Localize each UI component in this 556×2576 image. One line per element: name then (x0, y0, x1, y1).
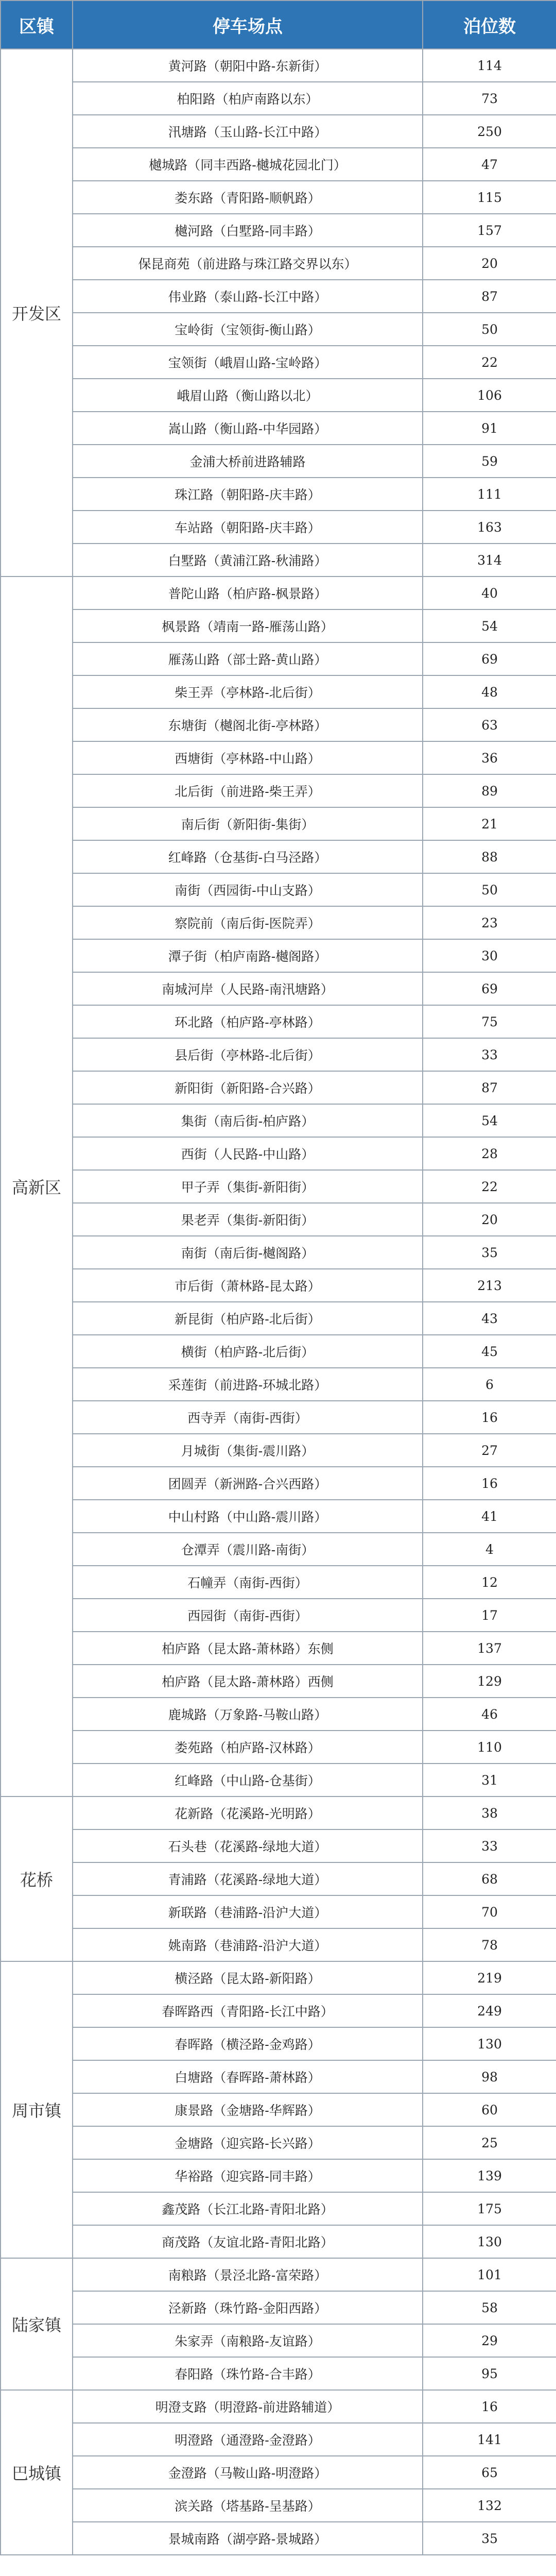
table-row (1, 675, 556, 708)
table-row (1, 1434, 556, 1467)
count-cell: 101 (423, 2258, 556, 2291)
location-cell: 朱家弄（南粮路-友谊路） (73, 2324, 423, 2357)
location-cell: 白墅路（黄浦江路-秋浦路） (73, 544, 423, 577)
header-count: 泊位数 (423, 1, 556, 49)
count-cell: 23 (423, 906, 556, 939)
count-cell: 54 (423, 1104, 556, 1137)
count-cell: 89 (423, 774, 556, 807)
table-row (1, 1335, 556, 1368)
location-cell: 鑫茂路（长江北路-青阳北路） (73, 2192, 423, 2225)
table-row (1, 2390, 556, 2423)
location-cell: 察院前（南后街-医院弄） (73, 906, 423, 939)
location-cell: 柏阳路（柏庐南路以东） (73, 82, 423, 115)
table-row (1, 2489, 556, 2522)
location-cell: 雁荡山路（部士路-黄山路） (73, 642, 423, 675)
table-row (1, 774, 556, 807)
location-cell: 娄苑路（柏庐路-汉林路） (73, 1731, 423, 1764)
count-cell: 129 (423, 1665, 556, 1698)
location-cell: 新阳街（新阳路-合兴路） (73, 1071, 423, 1104)
table-row (1, 544, 556, 577)
table-row (1, 1994, 556, 2027)
location-cell: 伟业路（泰山路-长江中路） (73, 280, 423, 313)
table-row (1, 972, 556, 1005)
count-cell: 106 (423, 379, 556, 412)
table-row (1, 2126, 556, 2159)
count-cell: 31 (423, 1764, 556, 1797)
table-row (1, 1961, 556, 1994)
count-cell: 213 (423, 1269, 556, 1302)
location-cell: 金浦大桥前进路辅路 (73, 445, 423, 478)
count-cell: 111 (423, 478, 556, 511)
table-row (1, 1665, 556, 1698)
count-cell: 27 (423, 1434, 556, 1467)
table-row (1, 840, 556, 873)
table-row (1, 807, 556, 840)
count-cell: 69 (423, 642, 556, 675)
count-cell: 69 (423, 972, 556, 1005)
table-row (1, 906, 556, 939)
location-cell: 柴王弄（亭林路-北后街） (73, 675, 423, 708)
count-cell: 6 (423, 1368, 556, 1401)
location-cell: 县后街（亭林路-北后街） (73, 1038, 423, 1071)
table-row (1, 1005, 556, 1038)
count-cell: 47 (423, 148, 556, 181)
count-cell: 114 (423, 49, 556, 82)
table-row (1, 1599, 556, 1632)
table-row (1, 346, 556, 379)
location-cell: 西园街（南街-西街） (73, 1599, 423, 1632)
table-row (1, 214, 556, 247)
table-row (1, 2324, 556, 2357)
count-cell: 28 (423, 1137, 556, 1170)
location-cell: 金澄路（马鞍山路-明澄路） (73, 2456, 423, 2489)
table-row (1, 609, 556, 642)
count-cell: 17 (423, 1599, 556, 1632)
count-cell: 78 (423, 1928, 556, 1961)
count-cell: 163 (423, 511, 556, 544)
table-row (1, 1764, 556, 1797)
table-row (1, 280, 556, 313)
table-row (1, 2027, 556, 2060)
count-cell: 20 (423, 247, 556, 280)
location-cell: 集街（南后街-柏庐路） (73, 1104, 423, 1137)
location-cell: 团圆弄（新洲路-合兴西路） (73, 1467, 423, 1500)
count-cell: 22 (423, 346, 556, 379)
location-cell: 姚南路（巷浦路-沿沪大道） (73, 1928, 423, 1961)
location-cell: 南街（西园街-中山支路） (73, 873, 423, 906)
table-row (1, 1731, 556, 1764)
count-cell: 130 (423, 2225, 556, 2258)
table-row (1, 1698, 556, 1731)
table-row (1, 2423, 556, 2456)
count-cell: 110 (423, 1731, 556, 1764)
district-cell: 陆家镇 (1, 2258, 73, 2390)
location-cell: 明澄支路（明澄路-前进路辅道） (73, 2390, 423, 2423)
count-cell: 249 (423, 1994, 556, 2027)
count-cell: 88 (423, 840, 556, 873)
count-cell: 91 (423, 412, 556, 445)
count-cell: 33 (423, 1038, 556, 1071)
count-cell: 63 (423, 708, 556, 741)
table-row (1, 577, 556, 609)
table-row (1, 741, 556, 774)
location-cell: 宝领街（峨眉山路-宝岭路） (73, 346, 423, 379)
location-cell: 南后街（新阳街-集街） (73, 807, 423, 840)
district-cell: 开发区 (1, 49, 73, 577)
table-header-row (1, 1, 556, 49)
table-row (1, 1566, 556, 1599)
table-row (1, 2225, 556, 2258)
count-cell: 48 (423, 675, 556, 708)
table-row (1, 1895, 556, 1928)
table-row (1, 2522, 556, 2555)
count-cell: 130 (423, 2027, 556, 2060)
table-row (1, 1928, 556, 1961)
count-cell: 45 (423, 1335, 556, 1368)
count-cell: 98 (423, 2060, 556, 2093)
location-cell: 樾河路（白墅路-同丰路） (73, 214, 423, 247)
district-cell: 巴城镇 (1, 2390, 73, 2555)
location-cell: 春晖路（横泾路-金鸡路） (73, 2027, 423, 2060)
table-row (1, 1269, 556, 1302)
location-cell: 嵩山路（衡山路-中华园路） (73, 412, 423, 445)
table-body (1, 49, 556, 2555)
table-row (1, 2456, 556, 2489)
location-cell: 保昆商苑（前进路与珠江路交界以东） (73, 247, 423, 280)
location-cell: 柏庐路（昆太路-萧林路）西侧 (73, 1665, 423, 1698)
table-row (1, 412, 556, 445)
table-row (1, 1467, 556, 1500)
table-row (1, 708, 556, 741)
count-cell: 30 (423, 939, 556, 972)
location-cell: 月城街（集街-震川路） (73, 1434, 423, 1467)
location-cell: 北后街（前进路-柴王弄） (73, 774, 423, 807)
location-cell: 樾城路（同丰西路-樾城花园北门） (73, 148, 423, 181)
count-cell: 41 (423, 1500, 556, 1533)
location-cell: 景城南路（湖亭路-景城路） (73, 2522, 423, 2555)
table-row (1, 1071, 556, 1104)
location-cell: 西塘街（亭林路-中山路） (73, 741, 423, 774)
count-cell: 59 (423, 445, 556, 478)
count-cell: 60 (423, 2093, 556, 2126)
count-cell: 46 (423, 1698, 556, 1731)
table-row (1, 1203, 556, 1236)
location-cell: 宝岭街（宝领街-衡山路） (73, 313, 423, 346)
table-row (1, 2357, 556, 2390)
table-row (1, 511, 556, 544)
header-district: 区镇 (1, 1, 73, 49)
count-cell: 54 (423, 609, 556, 642)
location-cell: 南街（南后街-樾阁路） (73, 1236, 423, 1269)
table-row (1, 247, 556, 280)
count-cell: 70 (423, 1895, 556, 1928)
table-row (1, 1236, 556, 1269)
location-cell: 花新路（花溪路-光明路） (73, 1797, 423, 1829)
location-cell: 仓潭弄（震川路-南街） (73, 1533, 423, 1566)
location-cell: 华裕路（迎宾路-同丰路） (73, 2159, 423, 2192)
table-row (1, 1104, 556, 1137)
location-cell: 新昆街（柏庐路-北后街） (73, 1302, 423, 1335)
count-cell: 50 (423, 313, 556, 346)
location-cell: 泾新路（珠竹路-金阳西路） (73, 2291, 423, 2324)
table-row (1, 1170, 556, 1203)
location-cell: 枫景路（靖南一路-雁荡山路） (73, 609, 423, 642)
district-cell: 高新区 (1, 577, 73, 1797)
location-cell: 峨眉山路（衡山路以北） (73, 379, 423, 412)
location-cell: 鹿城路（万象路-马鞍山路） (73, 1698, 423, 1731)
location-cell: 横泾路（昆太路-新阳路） (73, 1961, 423, 1994)
location-cell: 滨关路（塔基路-呈基路） (73, 2489, 423, 2522)
table-row (1, 379, 556, 412)
count-cell: 29 (423, 2324, 556, 2357)
table-row (1, 1401, 556, 1434)
count-cell: 35 (423, 1236, 556, 1269)
count-cell: 87 (423, 1071, 556, 1104)
location-cell: 黄河路（朝阳中路-东新街） (73, 49, 423, 82)
location-cell: 商茂路（友谊北路-青阳北路） (73, 2225, 423, 2258)
count-cell: 157 (423, 214, 556, 247)
location-cell: 汛塘路（玉山路-长江中路） (73, 115, 423, 148)
count-cell: 50 (423, 873, 556, 906)
count-cell: 43 (423, 1302, 556, 1335)
count-cell: 16 (423, 2390, 556, 2423)
table-row (1, 181, 556, 214)
table-row (1, 1368, 556, 1401)
location-cell: 石头巷（花溪路-绿地大道） (73, 1829, 423, 1862)
location-cell: 西寺弄（南街-西街） (73, 1401, 423, 1434)
count-cell: 4 (423, 1533, 556, 1566)
location-cell: 横街（柏庐路-北后街） (73, 1335, 423, 1368)
table-row (1, 1038, 556, 1071)
location-cell: 娄东路（青阳路-顺帆路） (73, 181, 423, 214)
location-cell: 中山村路（中山路-震川路） (73, 1500, 423, 1533)
table-row (1, 1302, 556, 1335)
count-cell: 132 (423, 2489, 556, 2522)
district-cell: 周市镇 (1, 1961, 73, 2258)
table-row (1, 49, 556, 82)
location-cell: 南城河岸（人民路-南汛塘路） (73, 972, 423, 1005)
count-cell: 12 (423, 1566, 556, 1599)
location-cell: 白塘路（春晖路-萧林路） (73, 2060, 423, 2093)
count-cell: 35 (423, 2522, 556, 2555)
count-cell: 16 (423, 1467, 556, 1500)
table-row (1, 445, 556, 478)
count-cell: 68 (423, 1862, 556, 1895)
table-row (1, 82, 556, 115)
count-cell: 250 (423, 115, 556, 148)
table-row (1, 873, 556, 906)
table-row (1, 1632, 556, 1665)
table-row (1, 2159, 556, 2192)
table-row (1, 115, 556, 148)
location-cell: 市后街（萧林路-昆太路） (73, 1269, 423, 1302)
count-cell: 137 (423, 1632, 556, 1665)
location-cell: 红峰路（中山路-仓基街） (73, 1764, 423, 1797)
count-cell: 139 (423, 2159, 556, 2192)
count-cell: 314 (423, 544, 556, 577)
district-cell: 花桥 (1, 1797, 73, 1961)
location-cell: 新联路（巷浦路-沿沪大道） (73, 1895, 423, 1928)
table-row (1, 2192, 556, 2225)
location-cell: 西街（人民路-中山路） (73, 1137, 423, 1170)
count-cell: 21 (423, 807, 556, 840)
location-cell: 采莲街（前进路-环城北路） (73, 1368, 423, 1401)
location-cell: 珠江路（朝阳路-庆丰路） (73, 478, 423, 511)
location-cell: 柏庐路（昆太路-萧林路）东侧 (73, 1632, 423, 1665)
count-cell: 73 (423, 82, 556, 115)
table-row (1, 313, 556, 346)
location-cell: 石幢弄（南街-西街） (73, 1566, 423, 1599)
table-row (1, 939, 556, 972)
location-cell: 春阳路（珠竹路-合丰路） (73, 2357, 423, 2390)
location-cell: 红峰路（仓基街-白马泾路） (73, 840, 423, 873)
count-cell: 141 (423, 2423, 556, 2456)
location-cell: 春晖路西（青阳路-长江中路） (73, 1994, 423, 2027)
table-row (1, 642, 556, 675)
location-cell: 潭子街（柏庐南路-樾阁路） (73, 939, 423, 972)
count-cell: 58 (423, 2291, 556, 2324)
count-cell: 25 (423, 2126, 556, 2159)
location-cell: 环北路（柏庐路-亭林路） (73, 1005, 423, 1038)
table-row (1, 478, 556, 511)
location-cell: 南粮路（景泾北路-富荣路） (73, 2258, 423, 2291)
count-cell: 175 (423, 2192, 556, 2225)
count-cell: 95 (423, 2357, 556, 2390)
location-cell: 果老弄（集街-新阳街） (73, 1203, 423, 1236)
count-cell: 40 (423, 577, 556, 609)
count-cell: 36 (423, 741, 556, 774)
table-row (1, 1797, 556, 1829)
count-cell: 75 (423, 1005, 556, 1038)
location-cell: 青浦路（花溪路-绿地大道） (73, 1862, 423, 1895)
table-row (1, 1829, 556, 1862)
count-cell: 16 (423, 1401, 556, 1434)
table-row (1, 1137, 556, 1170)
count-cell: 38 (423, 1797, 556, 1829)
count-cell: 22 (423, 1170, 556, 1203)
location-cell: 金塘路（迎宾路-长兴路） (73, 2126, 423, 2159)
location-cell: 明澄路（通澄路-金澄路） (73, 2423, 423, 2456)
table-row (1, 2060, 556, 2093)
location-cell: 普陀山路（柏庐路-枫景路） (73, 577, 423, 609)
table-row (1, 1500, 556, 1533)
table-row (1, 2291, 556, 2324)
count-cell: 115 (423, 181, 556, 214)
location-cell: 康景路（金塘路-华辉路） (73, 2093, 423, 2126)
table-row (1, 2093, 556, 2126)
table-row (1, 2258, 556, 2291)
count-cell: 219 (423, 1961, 556, 1994)
header-location: 停车场点 (73, 1, 423, 49)
table-row (1, 1533, 556, 1566)
count-cell: 20 (423, 1203, 556, 1236)
table-row (1, 1862, 556, 1895)
location-cell: 甲子弄（集街-新阳街） (73, 1170, 423, 1203)
count-cell: 65 (423, 2456, 556, 2489)
location-cell: 东塘街（樾阁北街-亭林路） (73, 708, 423, 741)
table-row (1, 148, 556, 181)
location-cell: 车站路（朝阳路-庆丰路） (73, 511, 423, 544)
count-cell: 87 (423, 280, 556, 313)
count-cell: 33 (423, 1829, 556, 1862)
